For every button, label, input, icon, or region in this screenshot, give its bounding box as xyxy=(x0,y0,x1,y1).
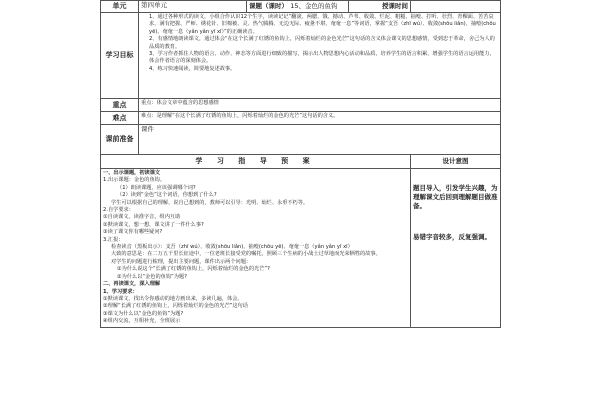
goals-content xyxy=(139,13,501,99)
plan-line: ①自读课文，读准字音，组内互助 xyxy=(103,214,181,221)
difficulty-text: 难点：是理解“在这个长满了红锈的鱼钩上，闪烁着灿烂的金色的光芒”这句话的含义。 xyxy=(139,112,501,125)
goals-row xyxy=(101,13,501,99)
goal-line: 3、学习作者抓住人物的语言、动作、神态等方面进行细致的描写，揭示出人物思想内心活动和品质，培养学生的语言积累，增强学生的语言运用能力，体会作者语言的深刻体会。 xyxy=(149,51,495,65)
topic-label: 课题（课时） xyxy=(249,2,288,10)
prep-row xyxy=(101,125,501,155)
plan-line: 对学生的问题进行梳理，提出主要问题，课件出示两个问题： xyxy=(111,258,252,265)
plan-body-row xyxy=(101,169,501,328)
goals-label: 学习目标 xyxy=(101,13,139,99)
plan-line: ②理解“长满了红锈的鱼钩上，闪烁着灿烂的金色的光芒”这句话 xyxy=(103,303,248,310)
plan-content xyxy=(101,169,411,328)
header-row xyxy=(101,1,501,13)
plan-line: ①为什么说这个“长满了红锈的鱼钩上，闪烁着灿烂的金色的光芒”? xyxy=(117,266,270,273)
design-title: 设计意图 xyxy=(411,155,501,169)
goal-line: 1、通过各种形式的读文，小组合作认识12个生字，读读记记“翻滚、两腮、饿、撼动、芦苇、收敛、烂泥、粗糙、抽噎、打听、壮烈、青稞面、苦苦哀求、满有把握、严师、绣花针、旧棉被、灵、热气腾腾、无边无际、疲惫不堪、奄奄一息”等词语，掌握“支吾（zhī wú）、收敛(shōu liǎn)、抽噎(chōu yē)、奄奄一息（yǎn yǎn yī xī）”的正确读音。 xyxy=(149,14,496,35)
plan-line: 一、出示课题，初读课文 xyxy=(103,170,161,176)
plan-line: 3.汇报： xyxy=(103,236,124,243)
plan-line: 检查读音（黑板出示）：支吾（zhī wú）、收敛(shōu liǎn)、抽噎(chōu yē)、奄奄一息（yǎn yǎn yī xī） xyxy=(111,244,353,251)
difficulty-row xyxy=(101,112,501,125)
plan-line: 学生可以根据自己的理解，说自己想到的，教师可以引导：光明、灿烂、永垂不朽等。 xyxy=(111,199,309,206)
plan-line: ④组内交流，互相补充，全班展示 xyxy=(103,318,181,325)
difficulty-label: 难点 xyxy=(101,112,139,125)
plan-title: 学 习 指 导 预 案 xyxy=(101,155,411,169)
goal-line: 4、练习快速阅读，简要地复述故事。 xyxy=(149,65,236,72)
time-label: 授课时间 xyxy=(349,1,411,13)
plan-line: 1.出示课题：金色的鱼钩。 xyxy=(103,177,166,184)
design-note: 题目导入，引发学生兴趣，为理解课文后回到理解题目做准备。 xyxy=(413,184,498,210)
plan-line: ③课文为什么以“金色的鱼钩”为题? xyxy=(103,310,184,317)
plan-line: ①默读课文，找出令你感动的地方画出来，多读几遍，体会。 xyxy=(103,295,243,302)
plan-line: （2）读到“金色”这个词语，你想到了什么? xyxy=(117,192,217,199)
lesson-plan-sheet xyxy=(100,0,500,400)
plan-line: 2.自学要求： xyxy=(103,207,134,214)
plan-line: 1、学习要求： xyxy=(103,288,138,295)
focus-label: 重点 xyxy=(101,99,139,112)
unit-label: 单元 xyxy=(101,1,139,13)
plan-title-row xyxy=(101,155,501,169)
time-value xyxy=(411,1,501,13)
focus-row xyxy=(101,99,501,112)
goal-line: 2、有感情地朗读课文，通过体会“在这个长满了红锈的鱼钩上，闪烁着灿烂的金色光芒”这句话的含义体会课文的思想感情，受到忠于革命，舍己为人的品质的教育。 xyxy=(149,36,495,50)
lesson-plan-table xyxy=(100,0,501,328)
topic-value: 15、金色的鱼钩 xyxy=(290,2,338,10)
prep-text: 课件 xyxy=(139,125,501,155)
prep-label: 课前准备 xyxy=(101,125,139,155)
topic-cell xyxy=(247,1,349,13)
plan-line: （1）朗读课题，应该强调哪个词? xyxy=(117,184,196,191)
design-notes xyxy=(411,169,501,328)
unit-value: 第四单元 xyxy=(139,1,247,13)
plan-line: ③读了课文你有哪些疑问? xyxy=(103,229,163,236)
plan-line: ②默读课文，想一想，课文讲了一件什么事? xyxy=(103,221,204,228)
plan-line: 二、再读课文，深入理解 xyxy=(103,281,161,288)
plan-line: ②为什么以“金色的鱼钩”为题? xyxy=(117,273,187,280)
plan-line: 大致的意思是：在二万五千里长征途中，一位老班长接受党的嘱托，照顾三个生病的小战士过草地而光荣牺牲的故事。 xyxy=(111,251,381,258)
design-note: 易错字音较多，反复强调。 xyxy=(413,233,492,241)
focus-text: 重点：体会文章中蕴含的思想感情 xyxy=(139,99,501,112)
